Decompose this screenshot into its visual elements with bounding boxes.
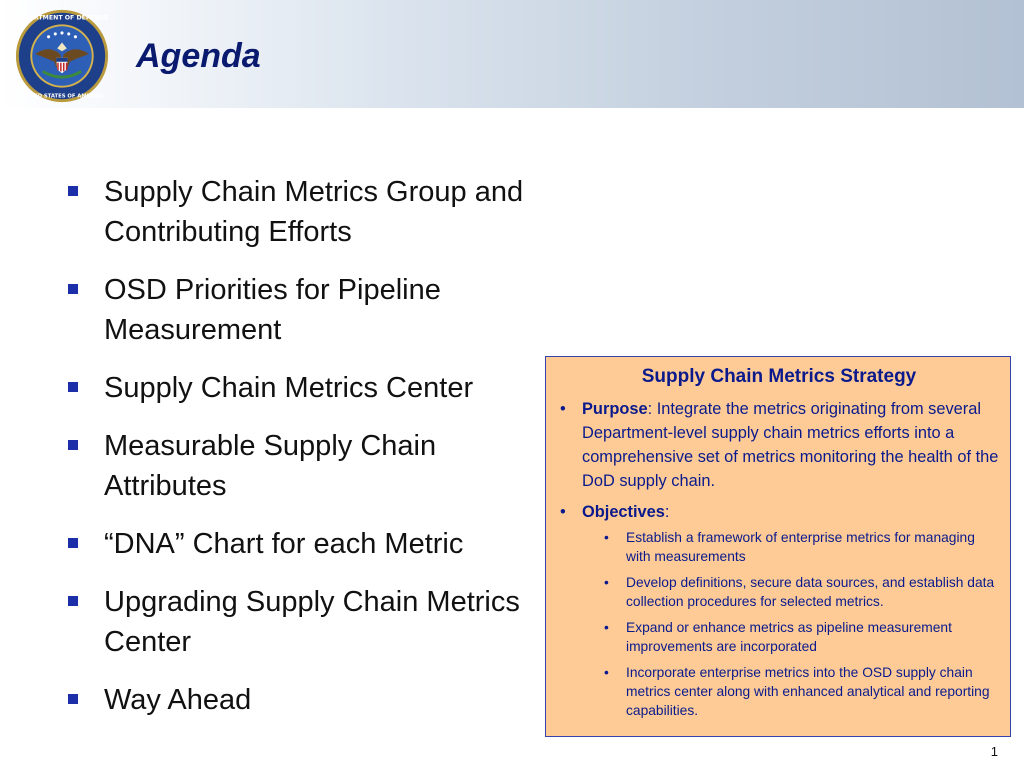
- objective-item-text: Expand or enhance metrics as pipeline measurement improvements are incorporated: [626, 620, 952, 654]
- seal-top-text: DEPARTMENT OF DEFENSE: [15, 14, 109, 22]
- square-bullet-icon: [68, 538, 78, 548]
- strategy-title: Supply Chain Metrics Strategy: [641, 366, 917, 387]
- strategy-callout-box: [545, 356, 1011, 737]
- agenda-item-text: Supply Chain Metrics Center: [104, 372, 474, 404]
- agenda-item: [66, 172, 546, 252]
- agenda-item: [66, 426, 546, 506]
- objective-item: [582, 528, 1000, 566]
- objective-item: [582, 618, 1000, 656]
- square-bullet-icon: [68, 440, 78, 450]
- page-title: Agenda: [136, 37, 261, 75]
- objective-item: [582, 663, 1000, 720]
- square-bullet-icon: [68, 382, 78, 392]
- square-bullet-icon: [68, 284, 78, 294]
- bullet-dot-icon: •: [604, 620, 609, 635]
- objectives-list: [582, 528, 1000, 720]
- agenda-item: [66, 582, 546, 662]
- purpose-text: : Integrate the metrics originating from several Department-level supply chain metrics efforts into a comprehensive set of metrics monitoring the health of the DoD supply chain.: [582, 400, 999, 490]
- bullet-dot-icon: •: [604, 575, 609, 590]
- objective-item-text: Incorporate enterprise metrics into the OSD supply chain metrics center along with enhanced analytical and reporting capabilities.: [626, 665, 990, 718]
- agenda-item-text: “DNA” Chart for each Metric: [104, 528, 464, 560]
- header-band: [0, 0, 1024, 108]
- purpose-label: Purpose: [582, 400, 648, 418]
- square-bullet-icon: [68, 596, 78, 606]
- agenda-list: [66, 172, 546, 738]
- objectives-colon: :: [664, 503, 670, 521]
- objective-item-text: Develop definitions, secure data sources, and establish data collection procedures for selected metrics.: [626, 575, 995, 609]
- agenda-item: [66, 368, 546, 408]
- bullet-dot-icon: •: [560, 400, 566, 418]
- dod-seal-logo: [14, 8, 110, 104]
- agenda-item: [66, 680, 546, 720]
- bullet-dot-icon: •: [560, 503, 566, 521]
- objectives-label: Objectives: [582, 503, 665, 521]
- agenda-item: [66, 270, 546, 350]
- purpose-bullet: [558, 397, 1000, 493]
- bullet-dot-icon: •: [604, 530, 609, 545]
- agenda-item-text: Way Ahead: [104, 684, 252, 716]
- square-bullet-icon: [68, 694, 78, 704]
- seal-bottom-text: UNITED STATES OF AMERICA: [19, 93, 105, 100]
- agenda-item-text: Supply Chain Metrics Group and Contributing Efforts: [104, 176, 524, 248]
- bullet-dot-icon: •: [604, 665, 609, 680]
- objectives-bullet: [558, 500, 1000, 720]
- page-number: 1: [990, 744, 998, 759]
- objective-item-text: Establish a framework of enterprise metrics for managing with measurements: [626, 530, 975, 564]
- agenda-item-text: Measurable Supply Chain Attributes: [104, 430, 437, 502]
- square-bullet-icon: [68, 186, 78, 196]
- agenda-item-text: OSD Priorities for Pipeline Measurement: [104, 274, 441, 346]
- agenda-item-text: Upgrading Supply Chain Metrics Center: [104, 586, 520, 658]
- agenda-item: [66, 524, 546, 564]
- objective-item: [582, 573, 1000, 611]
